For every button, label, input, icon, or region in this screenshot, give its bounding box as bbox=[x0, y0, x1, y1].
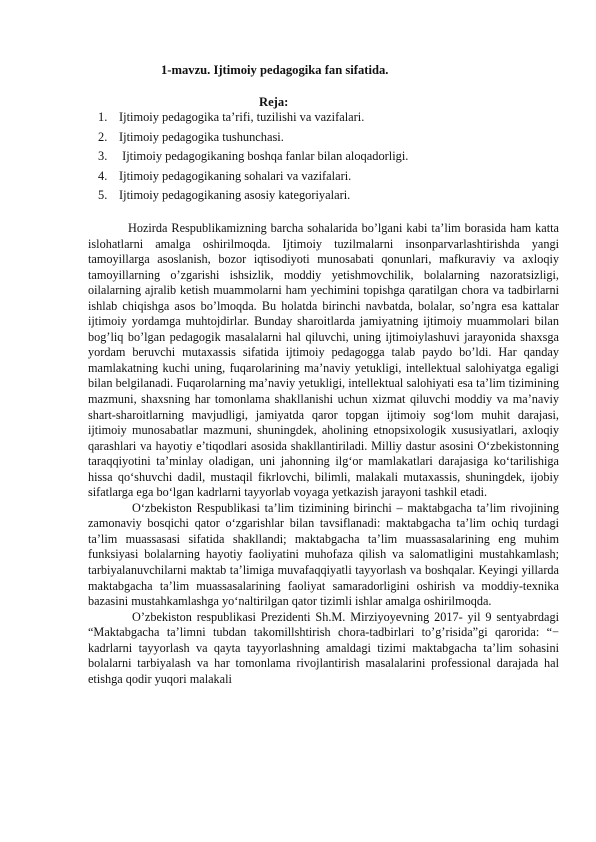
body-text bbox=[88, 221, 559, 687]
plan-list bbox=[98, 108, 408, 206]
paragraph: O‘zbekiston Respublikasi ta’lim tizimining birinchi – maktabgacha ta’lim rivojining zamonaviy bosqichi qator o‘zgarishlar bilan tavsiflanadi: maktabgacha ta’lim ochiq turdagi ta’lim muassasasi sifatida shakllandi; maktabgacha ta’lim muassasalarining eng muhim funksiyasi bolalarning hayotiy faoliyatini muhofaza qilish va salomatligini mustahkamlash; tarbiyalanuvchilarni maktab ta’limiga muvafaqqiyatli tayyorlash va boshqalar. Keyingi yillarda maktabgacha ta’lim muassasalarining faoliyat samaradorligini oshirish va moddiy-texnika bazasini mustahkamlashga yo‘naltirilgan qator tizimli ishlar amalga oshirilmoqda. bbox=[88, 500, 559, 609]
plan-item bbox=[98, 186, 408, 206]
plan-item-number: 3. bbox=[98, 149, 108, 163]
paragraph: Hozirda Respublikamizning barcha sohalarida bo’lgani kabi ta’lim borasida ham katta islohatlarni amalga oshirilmoqda. Ijtimoiy tuzilmalarni insonparvarlashtirishda yangi tamoyillarga asoslanish, bozor iqtisodiyoti munosabati qonunlari, mafkuraviy va axloqiy tamoyillarning o’zgarishi ishsizlik, moddiy yetishmovchilik, bolalarning nazoratsizligi, oilalarning ajralib ketish muammolarni ham yechimini topishga qaratilgan chora va tadbirlarni ishlab chiqishga asos bo’lmoqda. Bu holatda birinchi navbatda, bolalar, so’ngra esa kattalar ijtimoiy yordamga muhtojdirlar. Bunday sharoitlarda jamiyatning ijtimoiy muammolari bilan bog’liq bo’lgan pedagogik masalalarni hal qiluvchi, uning ijtimoiylashuvi jarayonida shaxsga yordam beruvchi mutaxassis sifatida ijtimoiy pedagogga talab paydo bo’ldi. Har qanday mamlakatning kuchi uning, fuqarolarining ma’naviy yetukligi, intellektual salohiyatga egaligi bilan belgilanadi. Fuqarolarning ma’naviy yetukligi, intellektual salohiyati esa ta’lim tizimining mazmuni, shaxsning har tomonlama shakllanishi uchun xizmat qiluvchi moddiy va ma’naviy shart-sharoitlarning mavjudligi, jamiyatda qaror topgan ijtimoiy sog‘lom muhit darajasi, ijtimoiy munosabatlar mazmuni, shuningdek, aholining etnopsixologik xususiyatlari, axloqiy qarashlari va hayotiy e’tiqodlari asosida shakllantiriladi. Milliy dastur asosini O‘zbekistonning taraqqiyotini ta’minlay oladigan, uni jahonning ilg‘or mamlakatlari darajasiga ko‘tarilishiga hissa qo‘shuvchi dadil, mustaqil fikrlovchi, bilimli, malakali mutaxassis, shuningdek, ijobiy sifatlarga ega bo‘lgan kadrlarni tayyorlab voyaga yetkazish jarayoni tashkil etadi. bbox=[88, 221, 559, 500]
plan-item bbox=[98, 128, 408, 148]
plan-item-text: Ijtimoiy pedagogika ta’rifi, tuzilishi va vazifalari. bbox=[119, 110, 365, 124]
plan-item bbox=[98, 147, 408, 167]
plan-item bbox=[98, 108, 408, 128]
title-text: 1-mavzu. Ijtimoiy pedagogika fan sifatida. bbox=[161, 63, 389, 77]
plan-item-number: 5. bbox=[98, 188, 108, 202]
plan-item-text: Ijtimoiy pedagogikaning boshqa fanlar bilan aloqadorligi. bbox=[119, 149, 409, 163]
plan-item-text: Ijtimoiy pedagogikaning asosiy kategoriyalari. bbox=[119, 188, 351, 202]
plan-item-number: 2. bbox=[98, 129, 108, 144]
plan-heading: Reja: bbox=[259, 95, 289, 109]
plan-item bbox=[98, 167, 408, 187]
plan-item-text: Ijtimoiy pedagogika tushunchasi. bbox=[119, 129, 284, 144]
paragraph: O’zbekiston respublikasi Prezidenti Sh.M. Mirziyoyevning 2017- yil 9 sentyabrdagi “Maktabgacha ta’limni tubdan takomillshtirish chora-tadbirlari to’g’risida”gi qarorida: “− kadrlarni tayyorlash va qayta tayyorlashning amaldagi tizimi maktabgacha ta’lim sohasini bolalarni tarbiyalash va har tomonlama rivojlantirish masalalarini professional darajada hal etishga qodir yuqori malakali bbox=[88, 609, 559, 686]
plan-item-text: Ijtimoiy pedagogikaning sohalari va vazifalari. bbox=[119, 168, 352, 183]
plan-item-number: 4. bbox=[98, 168, 108, 183]
plan-item-number: 1. bbox=[98, 110, 108, 124]
